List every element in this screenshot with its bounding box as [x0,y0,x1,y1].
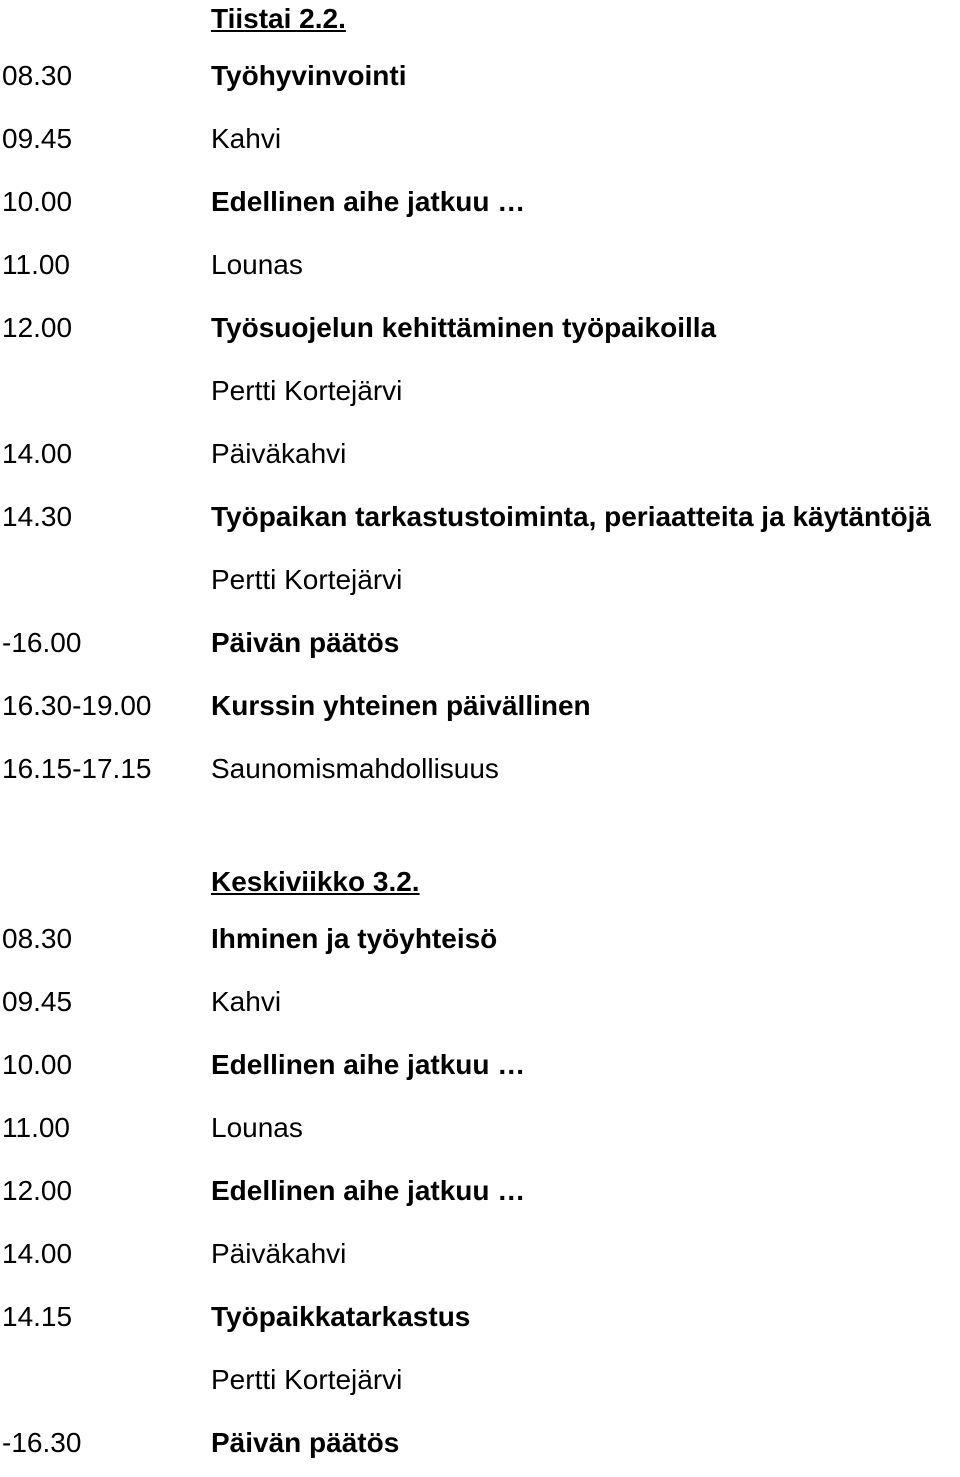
schedule-row [0,613,960,676]
schedule-row [0,676,960,739]
schedule-description: Lounas [211,249,303,280]
schedule-time: 14.00 [2,438,73,469]
schedule-description: Pertti Kortejärvi [211,375,403,406]
day-heading: Keskiviikko 3.2. [211,866,420,897]
schedule-time: 12.00 [2,312,73,343]
schedule-row [0,1161,960,1224]
schedule-row [0,298,960,361]
schedule-row [0,909,960,972]
schedule-description: Edellinen aihe jatkuu … [211,1175,526,1206]
schedule-description: Työhyvinvointi [211,60,407,91]
schedule-row [0,109,960,172]
schedule-row [0,1224,960,1287]
schedule-row [0,487,960,550]
schedule-time: -16.00 [2,627,82,658]
schedule-row [0,424,960,487]
schedule-description: Päivän päätös [211,1427,400,1458]
schedule-time: 11.00 [2,1112,70,1143]
schedule-description: Saunomismahdollisuus [211,753,499,784]
schedule-row [0,739,960,802]
schedule-row [0,1098,960,1161]
schedule-description: Pertti Kortejärvi [211,1364,403,1395]
schedule-row [0,1350,960,1413]
schedule-time: 08.30 [2,923,73,954]
schedule-description: Kurssin yhteinen päivällinen [211,690,591,721]
schedule-time: 09.45 [2,986,73,1017]
schedule-time: 14.00 [2,1238,73,1269]
schedule-description: Päivän päätös [211,627,400,658]
schedule-row [0,550,960,613]
schedule-time: 11.00 [2,249,70,280]
schedule-time: 14.15 [2,1301,73,1332]
schedule-description: Päiväkahvi [211,438,347,469]
schedule-description: Ihminen ja työyhteisö [211,923,498,954]
schedule-description: Työsuojelun kehittäminen työpaikoilla [211,312,717,343]
schedule-description: Kahvi [211,123,282,154]
day-heading: Tiistai 2.2. [211,3,346,34]
schedule-list [0,909,960,1476]
schedule-row [0,361,960,424]
schedule-description: Kahvi [211,986,282,1017]
schedule-time: 16.30-19.00 [2,690,152,721]
schedule-description: Työpaikan tarkastustoiminta, periaatteita ja käytäntöjä [211,501,931,532]
schedule-description: Päiväkahvi [211,1238,347,1269]
schedule-description: Edellinen aihe jatkuu … [211,1049,526,1080]
schedule-row [0,235,960,298]
schedule-list [0,46,960,802]
schedule-description: Lounas [211,1112,303,1143]
schedule-time: 14.30 [2,501,73,532]
schedule-description: Edellinen aihe jatkuu … [211,186,526,217]
schedule-time: 12.00 [2,1175,73,1206]
schedule-time: 16.15-17.15 [2,753,152,784]
schedule-row [0,172,960,235]
schedule-row [0,46,960,109]
schedule-time: 08.30 [2,60,73,91]
schedule-time: 10.00 [2,186,73,217]
schedule-time: 10.00 [2,1049,73,1080]
schedule-row [0,1035,960,1098]
schedule-row [0,1413,960,1476]
schedule-row [0,1287,960,1350]
schedule-row [0,972,960,1035]
schedule-description: Työpaikkatarkastus [211,1301,471,1332]
schedule-description: Pertti Kortejärvi [211,564,403,595]
schedule-time: -16.30 [2,1427,82,1458]
schedule-time: 09.45 [2,123,73,154]
